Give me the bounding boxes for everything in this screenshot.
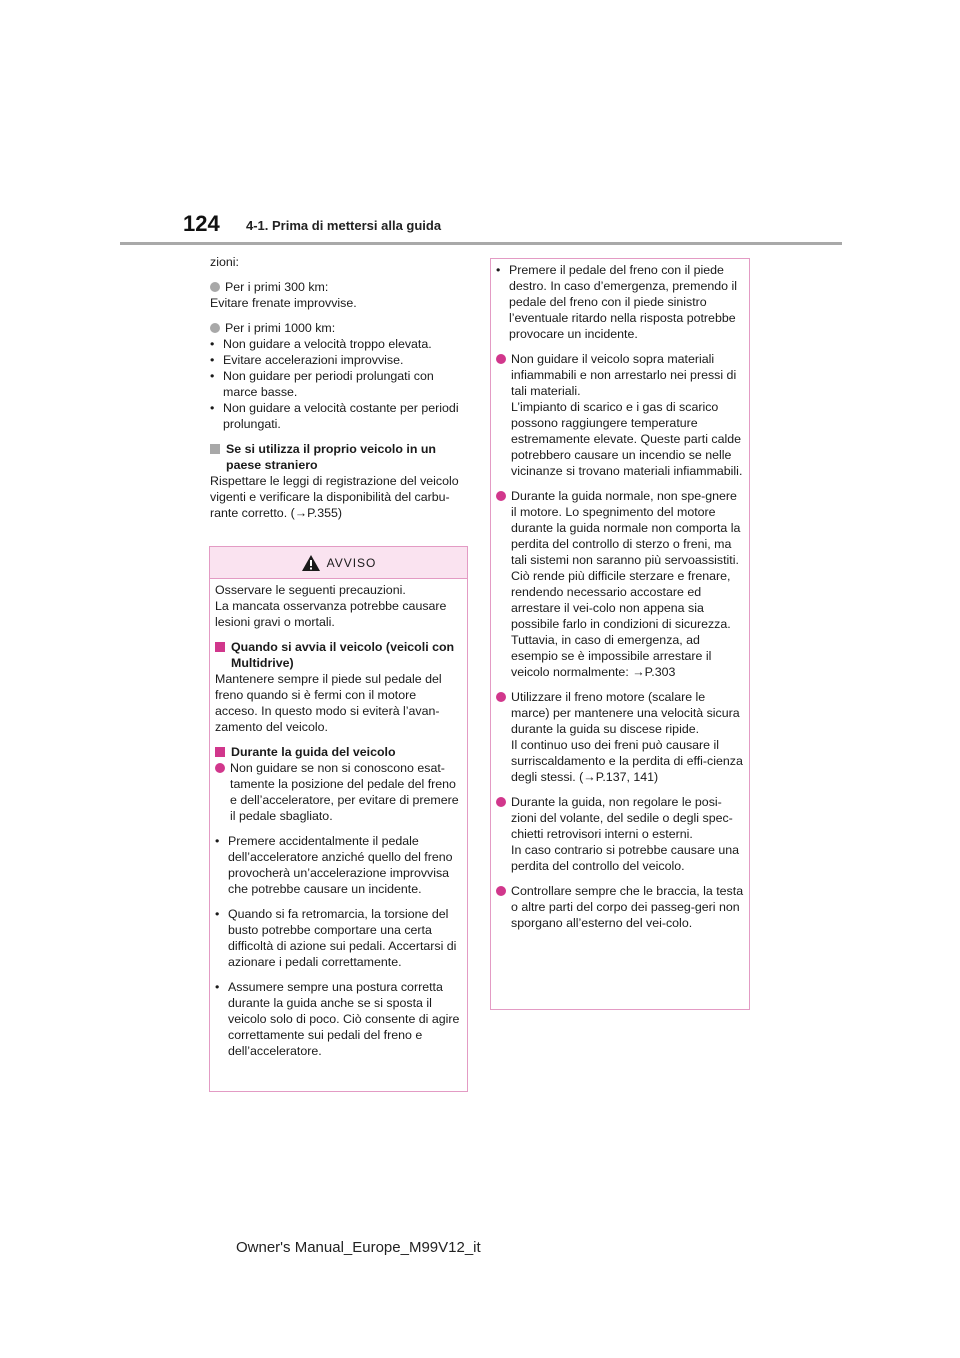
- intro-text: zioni:: [210, 255, 239, 269]
- warning-heading-start: [215, 639, 462, 671]
- warning-body: [210, 579, 467, 1059]
- bullet-dot-icon: [496, 491, 506, 501]
- bullet-dot-icon: [496, 886, 506, 896]
- right-bullet-passengers-text: Controllare sempre che le braccia, la testa o altre parti del corpo dei passeg-geri non sporgano all’esterno del vei-colo.: [511, 884, 744, 930]
- footer-text: Owner's Manual_Europe_M99V12_it: [236, 1239, 481, 1256]
- list-item: • Non guidare per periodi prolungati con marce basse.: [210, 368, 468, 400]
- abroad-text: Rispettare le leggi di registrazione del veicolo vigenti e verificare la disponibilità del carbu-rante corretto. (→P.355): [210, 474, 459, 520]
- bullet-dot-icon: [496, 692, 506, 702]
- warning-header: [210, 547, 467, 579]
- warning-intro: Osservare le seguenti precauzioni. La mancata osservanza potrebbe causare lesioni gravi o mortali.: [215, 583, 447, 629]
- section-title: 4-1. Prima di mettersi alla guida: [246, 218, 442, 233]
- header-rule: [120, 242, 842, 245]
- list-item: • Assumere sempre una postura corretta durante la guida anche se si sposta il veicolo solo di poco. Ciò consente di agire correttamente sui pedali del freno e dell’acceleratore.: [215, 979, 462, 1059]
- right-bullet-adjust-text: Durante la guida, non regolare le posi-zioni del volante, del sedile o degli spec-chietti retrovisori interni o esterni. In caso contrario si potrebbe causare una perdita del controllo del veicolo.: [511, 795, 739, 873]
- bullet-dot-icon: [215, 763, 225, 773]
- list-item: • Quando si fa retromarcia, la torsione del busto potrebbe comportare una certa difficoltà di azione sui pedali. Accertarsi di azionare i pedali correttamente.: [215, 906, 462, 970]
- warning-bullet-pedals: [215, 760, 462, 824]
- bullet-300km-text: Evitare frenate improvvise.: [210, 296, 357, 310]
- warning-title: AVVISO: [326, 555, 377, 570]
- list-item: • Non guidare a velocità troppo elevata.: [210, 336, 468, 352]
- right-bullet-engine-brake: [496, 689, 744, 785]
- warning-list: [215, 833, 462, 1059]
- square-bullet-icon: [210, 444, 220, 454]
- right-bullet-passengers: [496, 883, 744, 931]
- warning-heading-start-text: Quando si avvia il veicolo (veicoli con Multidrive): [231, 640, 455, 670]
- bullet-300km-title: Per i primi 300 km:: [225, 280, 329, 294]
- bullet-dot-icon: [496, 797, 506, 807]
- warning-bullet-pedals-text: Non guidare se non si conoscono esat-tamente la posizione del pedale del freno e dell’acceleratore, per evitare di premere il pedale sbagliato.: [230, 761, 459, 823]
- warning-box: [209, 546, 468, 1092]
- right-bullet-engine: [496, 488, 744, 680]
- right-bullet-adjust: [496, 794, 744, 874]
- warning-box-continued: [490, 258, 750, 1010]
- list-item: • Non guidare a velocità costante per periodi prolungati.: [210, 400, 468, 432]
- bullet-dot-icon: [210, 282, 220, 292]
- bullet-1000km: [210, 320, 468, 336]
- warning-heading-driving-text: Durante la guida del veicolo: [231, 745, 396, 759]
- bullet-1000km-list: [210, 336, 468, 432]
- list-item: • Premere il pedale del freno con il piede destro. In caso d’emergenza, premendo il pedale del freno con il piede sinistro l’eventuale ritardo nella risposta potrebbe provocare un incidente.: [496, 262, 744, 342]
- square-bullet-icon: [215, 747, 225, 757]
- warning-start-text: Mantenere sempre il piede sul pedale del freno quando si è fermi con il motore acceso. In questo modo si eviterà l’avan-zamento del veicolo.: [215, 672, 442, 734]
- bullet-300km: [210, 279, 468, 295]
- bullet-1000km-title: Per i primi 1000 km:: [225, 321, 336, 335]
- bullet-dot-icon: [496, 354, 506, 364]
- right-list: [496, 262, 744, 342]
- warning-heading-driving: [215, 744, 462, 760]
- right-bullet-flammable-text: Non guidare il veicolo sopra materiali infiammabili e non arrestarlo nei pressi di tali materiali. L’impianto di scarico e i gas di scarico possono raggiungere temperature estremamente elevate. Queste parti calde potrebbero causare un incendio se nelle vicinanze si trovano materiali infiammabili.: [511, 352, 743, 478]
- bullet-dot-icon: [210, 323, 220, 333]
- right-bullet-engine-text: Durante la guida normale, non spe-gnere il motore. Lo spegnimento del motore durante la guida normale non comporta la perdita del controllo di sterzo o freni, ma tali sistemi non saranno più servoassistiti. Ciò rende più difficile sterzare e frenare, rendendo necessario accostare ed arrestare il vei-colo non appena sia possibile farlo in condizioni di sicurezza. Tuttavia, in caso di emergenza, ad esempio se è impossibile arrestare il veicolo normalmente: →P.303: [511, 489, 741, 679]
- abroad-heading-text: Se si utilizza il proprio veicolo in un paese straniero: [226, 442, 436, 472]
- page-number: 124: [183, 211, 220, 236]
- list-item: • Evitare accelerazioni improvvise.: [210, 352, 468, 368]
- right-bullet-flammable: [496, 351, 744, 479]
- left-column: [210, 254, 468, 521]
- warning-triangle-icon: [301, 554, 321, 572]
- square-bullet-icon: [215, 642, 225, 652]
- list-item: • Premere accidentalmente il pedale dell’acceleratore anziché quello del freno provocherà un’accelerazione improvvisa che potrebbe causare un incidente.: [215, 833, 462, 897]
- right-bullet-engine-brake-text: Utilizzare il freno motore (scalare le marce) per mantenere una velocità sicura durante la guida su discese ripide. Il continuo uso dei freni può causare il surriscaldamento e la perdita di effi-cienza degli stessi. (→P.137, 141): [511, 690, 743, 784]
- abroad-heading: [210, 441, 468, 473]
